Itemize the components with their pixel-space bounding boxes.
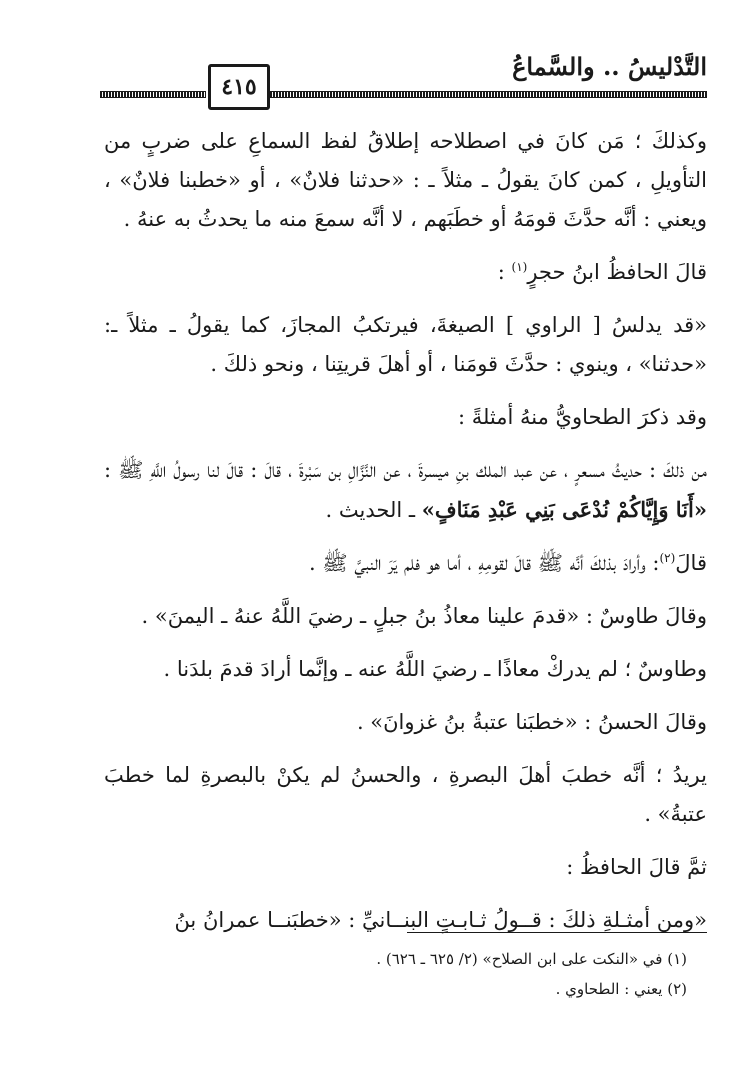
paragraph-7: وقالَ طاوسٌ : «قدمَ علينا معاذُ بنُ جبلٍ ـ رضيَ اللَّهُ عنهُ ـ اليمنَ» .	[141, 604, 707, 628]
page-number: ٤١٥	[221, 74, 257, 100]
main-text	[104, 122, 707, 940]
running-title: التَّدْليسُ .. والسَّماعُ	[512, 52, 707, 81]
footnotes	[104, 944, 687, 1004]
footnote-ref-2: (٢)	[659, 551, 676, 565]
paragraph-1: وكذلكَ ؛ مَن كانَ في اصطلاحه إطلاقُ لفظ السماعِ على ضربٍ من التأويلِ ، كمن كانَ يقولُ ـ مثلاً ـ : «حدثنا فلانٌ» ، أو «خطبنا فلانٌ» ، ويعني : أنَّه حدَّثَ قومَهُ أو خطَبَهم ، لا أنَّه سمعَ منه ما يحدثُ به عنهُ .	[104, 129, 707, 231]
header-rule-right	[270, 91, 707, 98]
footnote-ref-1: (١)	[511, 260, 528, 274]
paragraph-10: يريدُ ؛ أنَّه خطبَ أهلَ البصرةِ ، والحسنُ لم يكنْ بالبصرةِ لما خطبَ عتبةُ» .	[104, 763, 707, 826]
paragraph-9: وقالَ الحسنُ : «خطبَنا عتبةُ بنُ غزوانَ» .	[356, 710, 707, 734]
paragraph-5-text-c: ـ الحديث .	[325, 498, 422, 522]
paragraph-2-end: :	[497, 260, 512, 284]
paragraph-6-end: : وأرادَ بذلكَ أنَّه ﷺ قالَ لقومِهِ ، أما هو فلم يَرَ النبيَّ ﷺ .	[308, 551, 660, 575]
paragraph-5	[104, 451, 707, 530]
paragraph-11: ثمَّ قالَ الحافظُ :	[566, 855, 707, 879]
paragraph-8: وطاوسٌ ؛ لم يدركْ معاذًا ـ رضيَ اللَّهُ عنه ـ وإنَّما أرادَ قدمَ بلدَنا .	[163, 657, 707, 681]
footnote-1: (١) في «النكت على ابن الصلاح» (٢/ ٦٢٥ ـ ٦٢٦) .	[376, 950, 687, 968]
paragraph-12: «ومن أمثـلةِ ذلكَ : قــولُ ثـابـتٍ البنــانيِّ : «خطبَنــا عمرانُ بنُ	[174, 908, 707, 932]
header-rule-left	[100, 91, 206, 98]
footnote-2: (٢) يعني : الطحاوي .	[555, 980, 687, 998]
hadith-quote: «أَنَا وَإِيَّاكُمْ نُدْعَى بَنِي عَبْدِ مَنَافٍ»	[421, 497, 707, 522]
paragraph-4: وقد ذكرَ الطحاويُّ منهُ أمثلةً :	[457, 405, 707, 429]
paragraph-2	[104, 253, 707, 292]
footnote-separator	[407, 932, 707, 933]
paragraph-5-text-a: من ذلكَ : حديثُ مسعرٍ ، عن عبد الملك بنِ ميسرةَ ، عن النَّزَّالِ بن سَبْرةَ ، قالَ : قالَ لنا رسولُ اللَّهِ ﷺ :	[104, 458, 707, 482]
paragraph-6	[104, 544, 707, 583]
paragraph-3: «قد يدلسُ [ الراوي ] الصيغةَ، فيرتكبُ المجازَ، كما يقولُ ـ مثلاً ـ: «حدثنا» ، وينوي : حدَّثَ قومَنا ، أو أهلَ قريتِنا ، ونحو ذلكَ .	[104, 313, 707, 376]
paragraph-2-text: قالَ الحافظُ ابنُ حجرٍ	[527, 260, 707, 284]
page-number-box	[208, 64, 270, 110]
paragraph-6-text: قالَ	[675, 551, 707, 575]
